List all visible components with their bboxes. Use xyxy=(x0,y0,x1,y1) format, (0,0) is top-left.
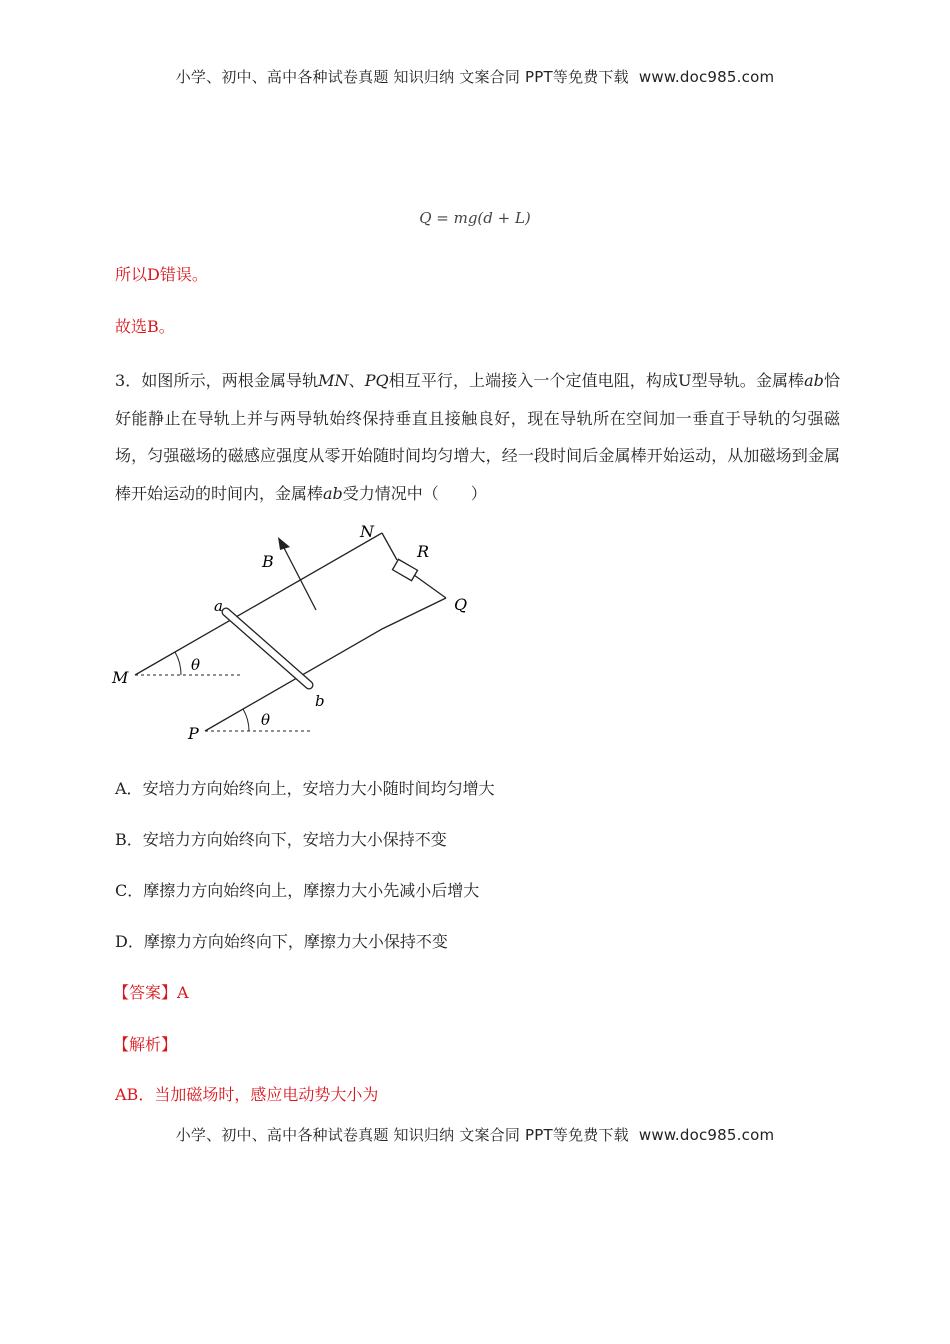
page-header xyxy=(0,66,950,87)
rail-figure xyxy=(100,515,500,750)
label-theta-1: θ xyxy=(191,656,201,674)
answer: 【答案】A xyxy=(113,983,189,1002)
label-a: a xyxy=(214,597,223,615)
footer-site[interactable]: www.doc985.com xyxy=(638,1126,775,1144)
label-n: N xyxy=(360,522,374,541)
analysis-line: AB．当加磁场时，感应电动势大小为 xyxy=(115,1085,379,1104)
angle-arc-p xyxy=(243,709,249,731)
angle-arc-m xyxy=(175,652,181,675)
question-number: 3． xyxy=(115,371,142,390)
header-site[interactable]: www.doc985.com xyxy=(638,68,775,86)
option-d[interactable]: D．摩擦力方向始终向下，摩擦力大小保持不变 xyxy=(115,932,448,951)
prev-line-2: 故选B。 xyxy=(115,317,175,336)
label-theta-2: θ xyxy=(261,711,271,729)
prev-line-1: 所以D错误。 xyxy=(115,265,208,284)
header-text: 小学、初中、高中各种试卷真题 知识归纳 文案合同 PPT等免费下载 xyxy=(175,68,629,86)
label-q: Q xyxy=(454,595,468,614)
option-a[interactable]: A．安培力方向始终向上，安培力大小随时间均匀增大 xyxy=(115,779,495,798)
label-r: R xyxy=(417,542,430,561)
option-c[interactable]: C．摩擦力方向始终向上，摩擦力大小先减小后增大 xyxy=(115,881,480,900)
label-m: M xyxy=(112,668,129,687)
footer-text: 小学、初中、高中各种试卷真题 知识归纳 文案合同 PPT等免费下载 xyxy=(175,1126,629,1144)
rail-pq xyxy=(205,629,382,731)
page-footer xyxy=(0,1124,950,1145)
b-field-arrow xyxy=(282,544,316,610)
analysis-label: 【解析】 xyxy=(113,1035,178,1054)
question-3: 3．如图所示，两根金属导轨MN、PQ相互平行，上端接入一个定值电阻，构成U型导轨。金属棒ab恰好能静止在导轨上并与两导轨始终保持垂直且接触良好，现在导轨所在空间加一垂直于导轨的匀强磁场，匀强磁场的磁感应强度从零开始随时间均匀增大，经一段时间后金属棒开始运动，从加磁场到金属棒开始运动的时间内，金属棒ab受力情况中（ ） xyxy=(115,371,840,503)
formula-q: Q = mg(d + L) xyxy=(419,209,531,227)
option-b[interactable]: B．安培力方向始终向下，安培力大小保持不变 xyxy=(115,830,447,849)
label-p: P xyxy=(188,724,199,743)
label-b-end: b xyxy=(315,692,325,710)
rail-mn xyxy=(135,533,382,675)
label-b: B xyxy=(262,552,274,571)
resistor-r xyxy=(392,559,417,580)
